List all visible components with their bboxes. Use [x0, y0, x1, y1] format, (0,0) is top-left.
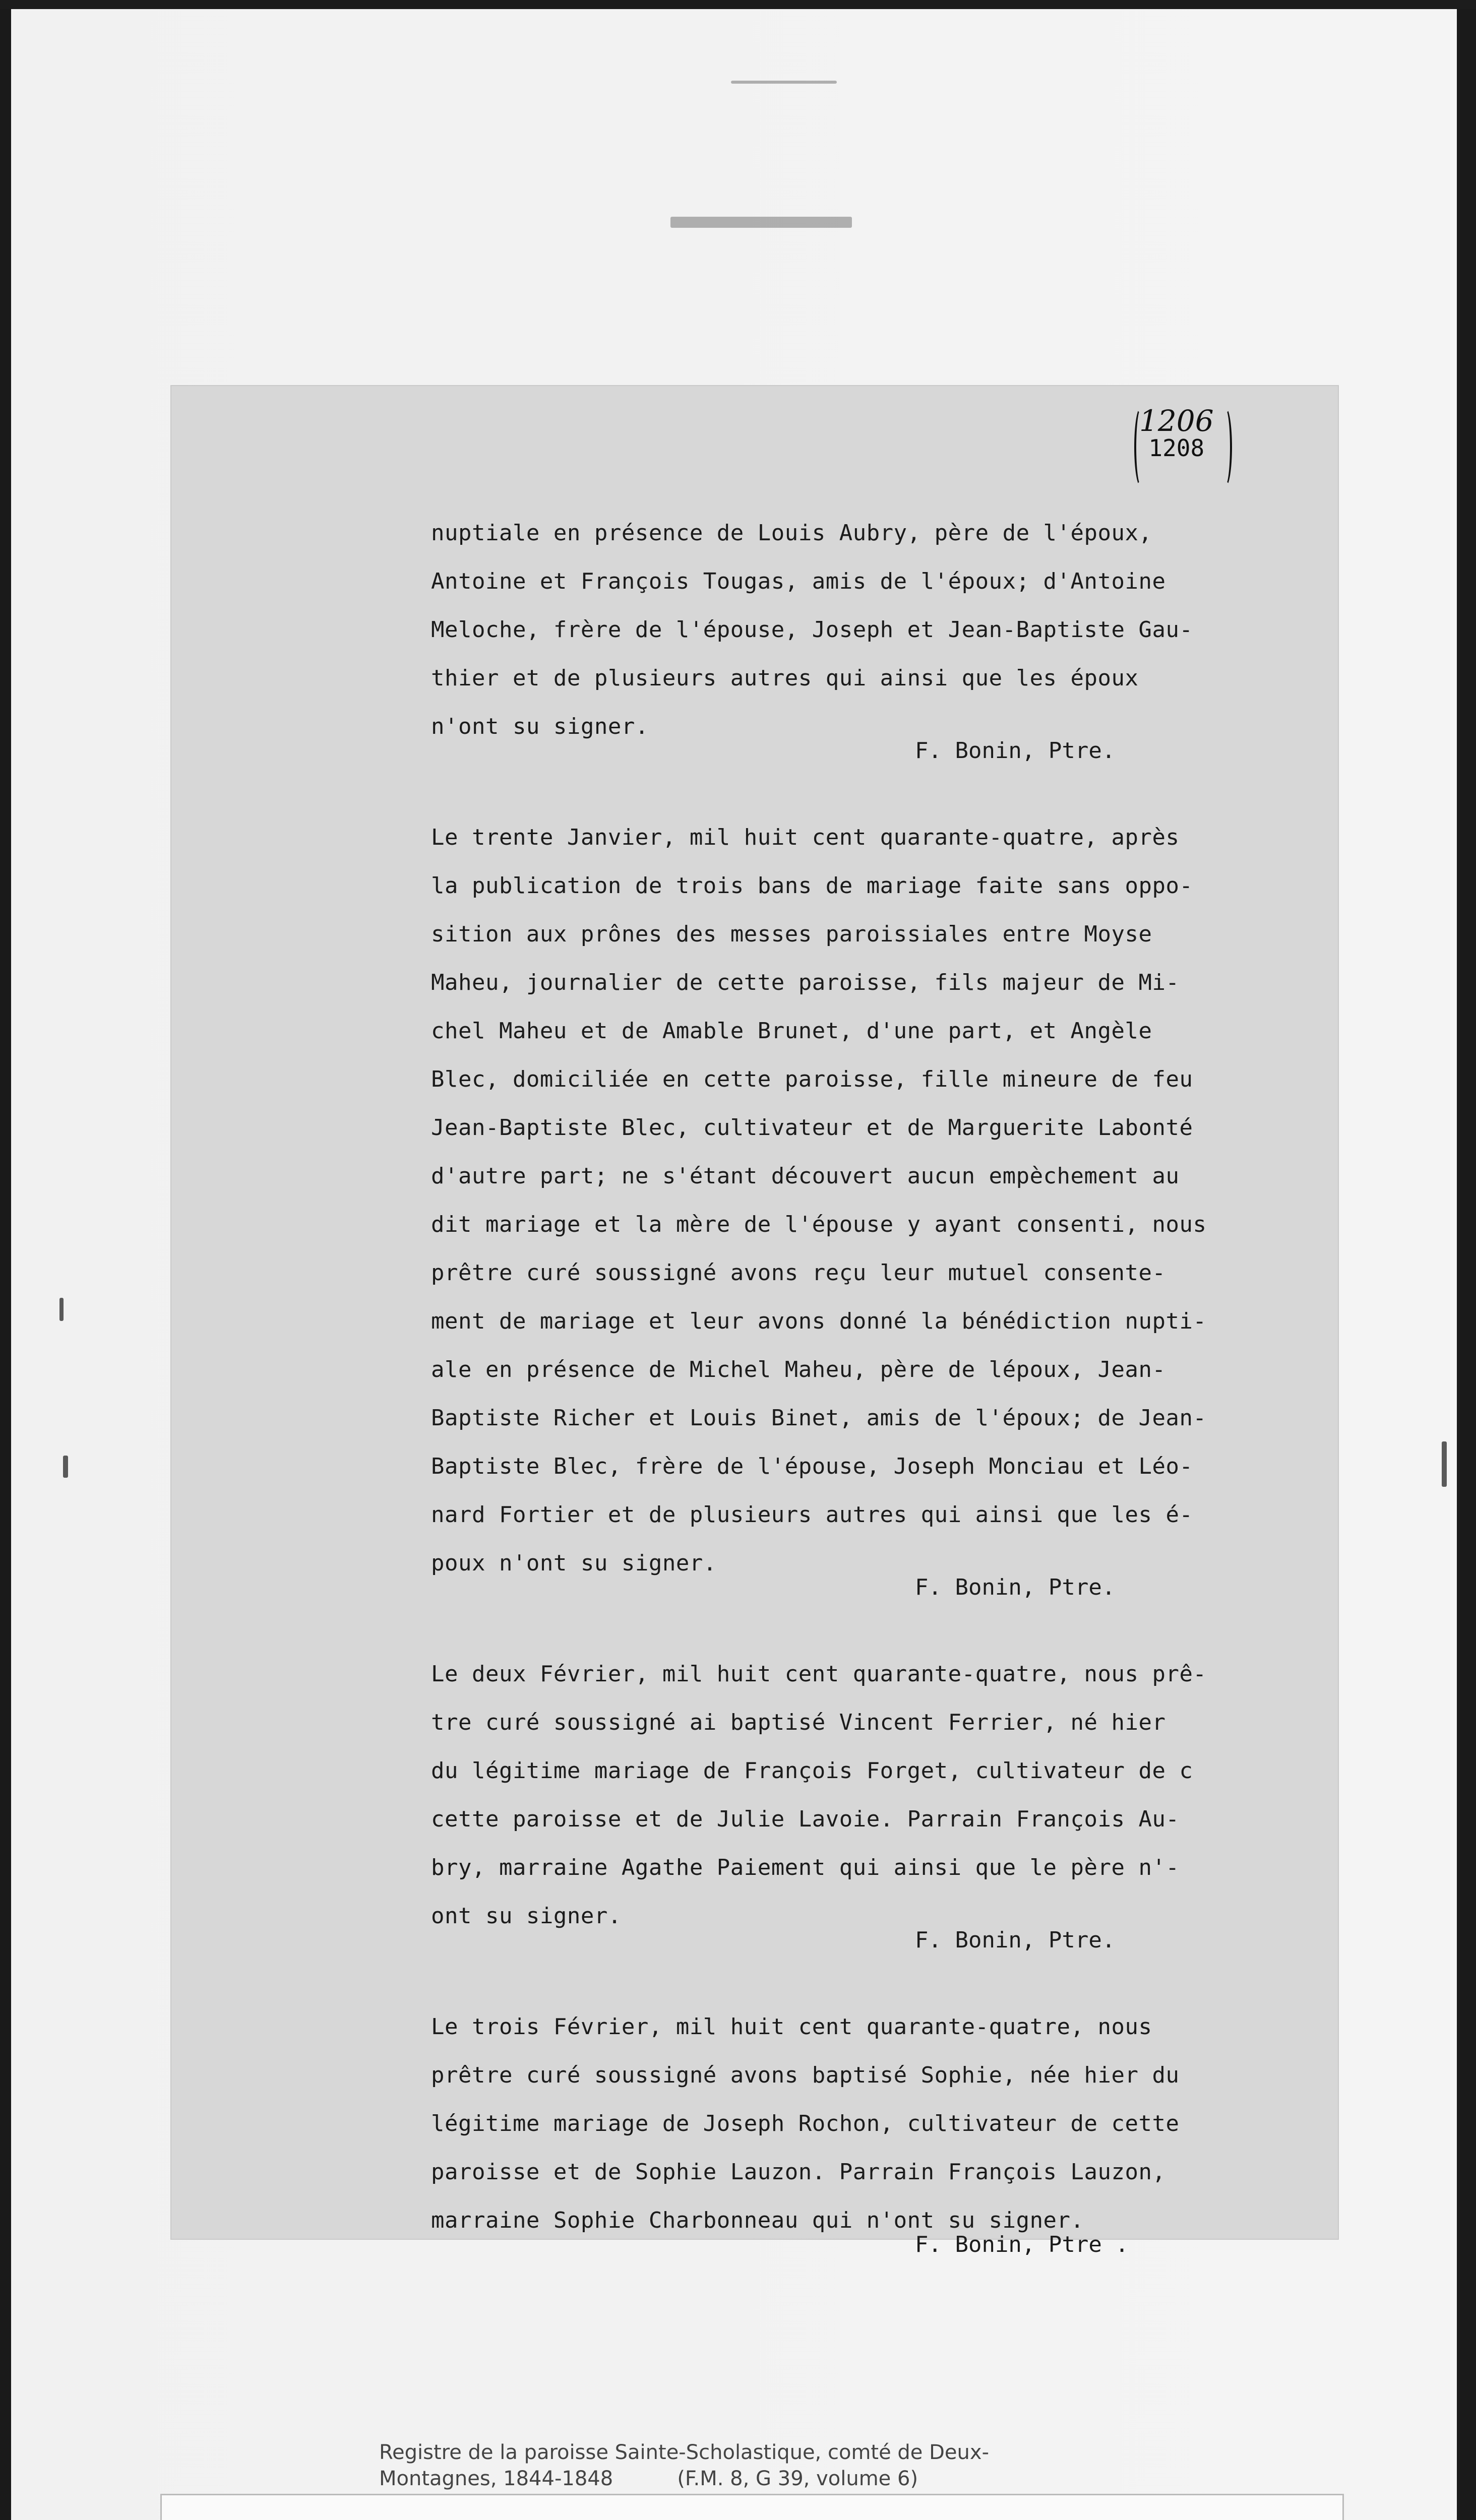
entry-line: Maheu, journalier de cette paroisse, fils majeur de Mi-: [431, 970, 1180, 995]
register-entry: [431, 2003, 1288, 2269]
scratch-mark: [731, 81, 837, 84]
folio-number: [1139, 406, 1214, 460]
priest-signature: F. Bonin, Ptre.: [915, 1574, 1116, 1600]
dust-speck: [63, 1456, 68, 1478]
entry-line: Meloche, frère de l'épouse, Joseph et Jean-Baptiste Gau-: [431, 617, 1193, 643]
entry-line: prêtre curé soussigné avons reçu leur mutuel consente-: [431, 1260, 1166, 1286]
entry-line: dit mariage et la mère de l'épouse y ayant consenti, nous: [431, 1212, 1207, 1237]
archive-label: [160, 2494, 1344, 2520]
entry-gap: [431, 775, 1288, 813]
entry-line: légitime mariage de Joseph Rochon, cultivateur de cette: [431, 2111, 1180, 2136]
entry-line: Le deux Février, mil huit cent quarante-quatre, nous prê-: [431, 1661, 1207, 1687]
folio-handwritten: 1206: [1139, 404, 1214, 438]
entry-line: poux n'ont su signer.: [431, 1550, 717, 1576]
entry-line: la publication de trois bans de mariage faite sans oppo-: [431, 873, 1193, 899]
top-film-edge: [0, 0, 1476, 9]
entry-line: Le trois Février, mil huit cent quarante-quatre, nous: [431, 2014, 1152, 2040]
entry-line: n'ont su signer.: [431, 714, 649, 739]
entry-line: Le trente Janvier, mil huit cent quarante-quatre, après: [431, 825, 1180, 850]
dust-speck: [1442, 1441, 1447, 1487]
entry-line: cette paroisse et de Julie Lavoie. Parrain François Au-: [431, 1806, 1180, 1832]
entry-line: nuptiale en présence de Louis Aubry, père de l'époux,: [431, 520, 1152, 546]
entry-line: tre curé soussigné ai baptisé Vincent Ferrier, né hier: [431, 1710, 1166, 1735]
register-entry: [431, 1650, 1288, 1965]
entry-line: chel Maheu et de Amable Brunet, d'une part, et Angèle: [431, 1018, 1152, 1044]
entry-line: ment de mariage et leur avons donné la bénédiction nupti-: [431, 1308, 1207, 1334]
source-caption: [379, 2439, 1387, 2492]
priest-signature: F. Bonin, Ptre .: [915, 2232, 1129, 2257]
register-text: [431, 509, 1288, 2269]
entry-line: Jean-Baptiste Blec, cultivateur et de Marguerite Labonté: [431, 1115, 1193, 1141]
entry-line: nard Fortier et de plusieurs autres qui ainsi que les é-: [431, 1502, 1193, 1528]
entry-line: ale en présence de Michel Maheu, père de lépoux, Jean-: [431, 1357, 1166, 1382]
entry-line: marraine Sophie Charbonneau qui n'ont su signer.: [431, 2208, 1084, 2233]
entry-line: prêtre curé soussigné avons baptisé Sophie, née hier du: [431, 2062, 1180, 2088]
entry-line: Baptiste Blec, frère de l'épouse, Joseph Monciau et Léo-: [431, 1454, 1193, 1479]
entry-line: bry, marraine Agathe Paiement qui ainsi que le père n'-: [431, 1855, 1180, 1880]
folio-typed: 1208: [1148, 434, 1205, 462]
entry-line: ont su signer.: [431, 1903, 622, 1929]
dust-speck: [59, 1298, 64, 1321]
entry-line: sition aux prônes des messes paroissiales entre Moyse: [431, 921, 1152, 947]
entry-line: Antoine et François Tougas, amis de l'époux; d'Antoine: [431, 569, 1166, 594]
entry-line: Blec, domiciliée en cette paroisse, fille mineure de feu: [431, 1066, 1193, 1092]
entry-line: thier et de plusieurs autres qui ainsi que les époux: [431, 665, 1139, 691]
caption-line-2: Montagnes, 1844-1848 (F.M. 8, G 39, volume 6): [379, 2467, 918, 2490]
entry-line: d'autre part; ne s'étant découvert aucun empèchement au: [431, 1163, 1180, 1189]
scratch-mark: [670, 217, 852, 228]
caption-line-1: Registre de la paroisse Sainte-Scholastique, comté de Deux-: [379, 2441, 989, 2464]
entry-gap: [431, 1612, 1288, 1650]
register-entry: [431, 509, 1288, 775]
folio-bracket: [1219, 407, 1232, 487]
entry-line: du légitime mariage de François Forget, cultivateur de c: [431, 1758, 1193, 1784]
entry-line: paroisse et de Sophie Lauzon. Parrain François Lauzon,: [431, 2159, 1166, 2185]
entry-line: Baptiste Richer et Louis Binet, amis de l'époux; de Jean-: [431, 1405, 1207, 1431]
register-entry: [431, 813, 1288, 1612]
entry-gap: [431, 1965, 1288, 2003]
priest-signature: F. Bonin, Ptre.: [915, 738, 1116, 764]
priest-signature: F. Bonin, Ptre.: [915, 1927, 1116, 1953]
